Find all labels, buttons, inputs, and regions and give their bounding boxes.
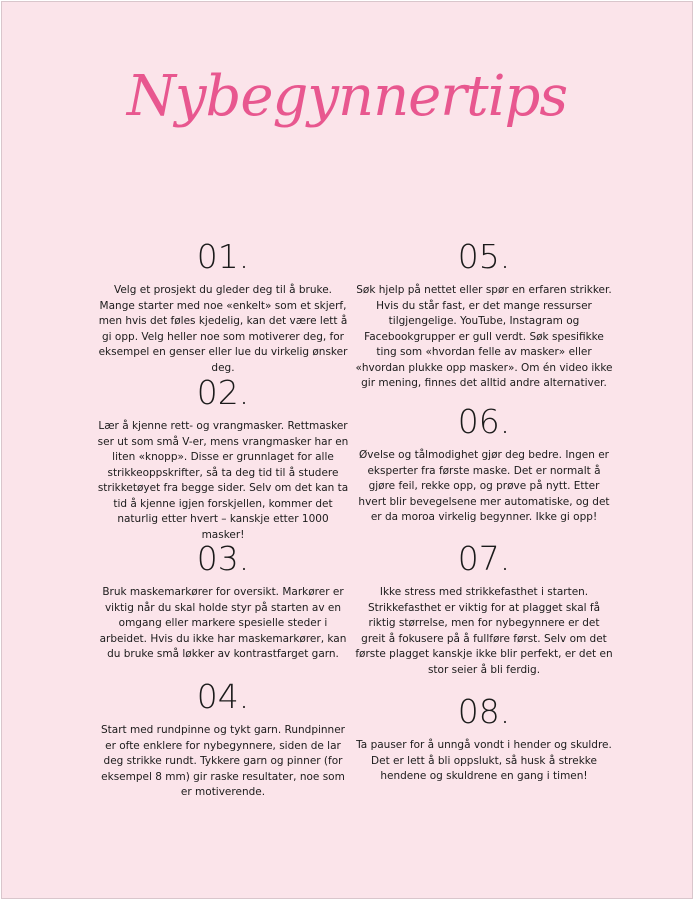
tip-01	[97, 237, 349, 376]
tip-text: Velg et prosjekt du gleder deg til å bruke. Mange starter med noe «enkelt» som et skjerf, men hvis det føles kjedelig, kan det være lett å gi opp. Velg heller noe som motiverer deg, for eksempel en genser eller lue du virkelig ønsker deg.	[98, 284, 348, 374]
tip-number: 03.	[196, 539, 250, 578]
tip-number: 05.	[457, 237, 511, 276]
tip-number: 02.	[196, 373, 250, 412]
page	[1, 1, 693, 899]
tip-text: Ta pauser for å unngå vondt i hender og skuldre. Det er lett å bli oppslukt, så husk å strekke hendene og skuldrene en gang i timen!	[356, 739, 612, 782]
tip-number: 06.	[457, 402, 511, 441]
tip-text: Lær å kjenne rett- og vrangmasker. Rettmasker ser ut som små V-er, mens vrangmasker har en liten «knopp». Disse er grunnlaget for alle strikkeoppskrifter, så ta deg tid til å studere strikketøyet fra begge sider. Selv om det kan ta tid å kjenne igjen forskjellen, kommer det naturlig etter hvert – kanskje etter 1000 masker!	[97, 420, 349, 541]
tip-05	[355, 237, 613, 392]
page-title: Nybegynnertips	[126, 64, 568, 129]
tip-number: 04.	[196, 677, 250, 716]
tip-number: 07.	[457, 539, 511, 578]
tip-text: Start med rundpinne og tykt garn. Rundpinner er ofte enklere for nybegynnere, siden de lar deg strikke rundt. Tykkere garn og pinner (for eksempel 8 mm) gir raske resultater, noe som er motiverende.	[101, 724, 345, 798]
tip-02	[97, 373, 349, 543]
tip-04	[97, 677, 349, 801]
tip-03	[97, 539, 349, 663]
tip-number: 08.	[457, 692, 511, 731]
tip-text: Bruk maskemarkører for oversikt. Markører er viktig når du skal holde styr på starten av en omgang eller markere spesielle steder i arbeidet. Hvis du ikke har maskemarkører, kan du bruke små løkker av kontrastfarget garn.	[99, 586, 347, 660]
tip-text: Øvelse og tålmodighet gjør deg bedre. Ingen er eksperter fra første maske. Det er normalt å gjøre feil, rekke opp, og prøve på nytt. Etter hvert blir bevegelsene mer automatiske, og det er da moroa virkelig begynner. Ikke gi opp!	[358, 449, 610, 523]
tip-08	[355, 692, 613, 785]
tip-06	[355, 402, 613, 526]
tip-number: 01.	[196, 237, 250, 276]
tip-07	[355, 539, 613, 678]
tip-text: Søk hjelp på nettet eller spør en erfaren strikker. Hvis du står fast, er det mange ressurser tilgjengelige. YouTube, Instagram og Facebookgrupper er gull verdt. Søk spesifikke ting som «hvordan felle av masker» eller «hvordan plukke opp masker». Om én video ikke gir mening, finnes det alltid andre alternativer.	[355, 284, 613, 389]
tip-text: Ikke stress med strikkefasthet i starten. Strikkefasthet er viktig for at plagget skal få riktig størrelse, men for nybegynnere er det greit å fokusere på å fullføre først. Selv om det første plagget kanskje ikke blir perfekt, er det en stor seier å bli ferdig.	[355, 586, 613, 676]
